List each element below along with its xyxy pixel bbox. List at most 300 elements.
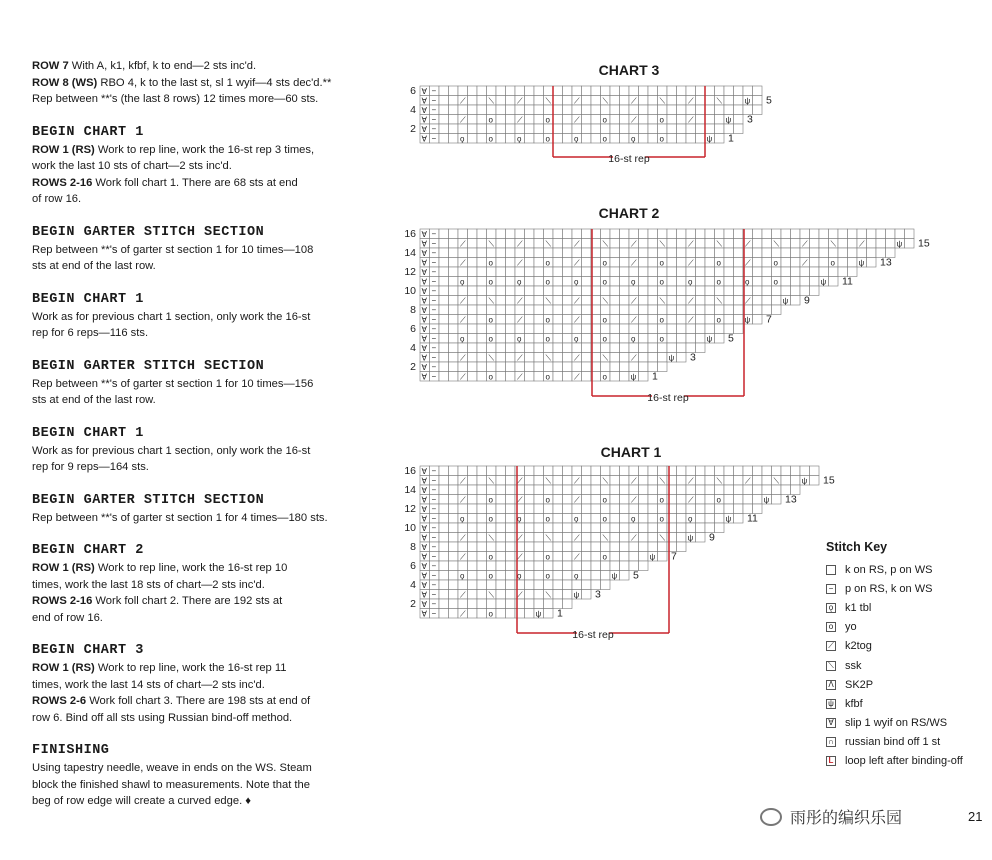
chart-cell — [477, 353, 487, 363]
chart-cell — [525, 590, 535, 600]
chart-cell — [506, 96, 516, 106]
chart-cell — [449, 485, 459, 495]
chart-cell — [553, 267, 563, 277]
stitch-symbol: ⟋ — [688, 96, 694, 106]
chart-cell — [724, 105, 734, 115]
chart-cell — [781, 229, 791, 239]
chart-cell — [610, 296, 620, 306]
chart-cell — [506, 599, 516, 609]
chart-cell — [477, 599, 487, 609]
chart-cell — [601, 286, 611, 296]
chart-cell — [496, 229, 506, 239]
edge-slip-symbol: ∀ — [421, 249, 427, 258]
chart-cell — [639, 324, 649, 334]
chart-cell — [601, 105, 611, 115]
chart-cell — [648, 105, 658, 115]
row-number-left: 2 — [410, 123, 416, 135]
chart-cell — [534, 571, 544, 581]
chart-cell — [553, 343, 563, 353]
chart-cell — [658, 343, 668, 353]
row-number-left: 10 — [404, 285, 416, 297]
chart-cell — [639, 495, 649, 505]
chart-cell — [677, 86, 687, 96]
chart-cell — [515, 267, 525, 277]
edge-purl-symbol: − — [431, 362, 437, 372]
stitch-symbol: ⟋ — [460, 96, 466, 106]
chart-cell — [582, 96, 592, 106]
chart-cell — [838, 239, 848, 249]
chart-cell — [677, 495, 687, 505]
chart-cell — [667, 124, 677, 134]
chart-cell — [477, 334, 487, 344]
chart-cell — [734, 296, 744, 306]
chart-cell — [553, 533, 563, 543]
chart-cell — [734, 258, 744, 268]
chart-cell — [734, 229, 744, 239]
chart-cell — [477, 590, 487, 600]
instruction-line: ROW 7 With A, k1, kfbf, k to end—2 sts inc'd. — [32, 60, 257, 72]
chart-cell — [563, 504, 573, 514]
chart-cell — [705, 96, 715, 106]
chart-cell — [563, 466, 573, 476]
chart-cell — [620, 305, 630, 315]
chart-cell — [753, 286, 763, 296]
chart-cell — [563, 267, 573, 277]
chart-cell — [544, 362, 554, 372]
chart-cell — [715, 229, 725, 239]
chart-cell — [506, 305, 516, 315]
stitch-symbol: ⟋ — [574, 372, 580, 382]
chart-cell — [610, 514, 620, 524]
edge-slip-symbol: ∀ — [421, 306, 427, 315]
chart-cell — [610, 115, 620, 125]
chart-cell — [724, 267, 734, 277]
chart-cell — [696, 286, 706, 296]
chart-cell — [677, 267, 687, 277]
chart-cell — [458, 305, 468, 315]
stitch-symbol: ⟍ — [773, 476, 780, 486]
chart-cell — [658, 552, 668, 562]
chart-cell — [734, 286, 744, 296]
chart-cell — [468, 485, 478, 495]
chart-cell — [696, 533, 706, 543]
chart-cell — [496, 590, 506, 600]
stitch-symbol: ⟋ — [631, 296, 637, 306]
chart-cell — [753, 485, 763, 495]
kfbf-symbol: ψ — [896, 239, 903, 249]
chart-cell — [534, 239, 544, 249]
chart-cell — [705, 485, 715, 495]
chart-cell — [753, 229, 763, 239]
chart-cell — [496, 334, 506, 344]
row-number-left: 8 — [410, 541, 416, 553]
chart-cell — [772, 296, 782, 306]
stitch-key-item — [826, 733, 963, 752]
chart-cell — [753, 267, 763, 277]
chart-cell — [677, 124, 687, 134]
chart-cell — [582, 324, 592, 334]
chart-cell — [867, 248, 877, 258]
chart-cell — [506, 542, 516, 552]
instruction-line: of row 16. — [32, 193, 82, 205]
chart-cell — [458, 561, 468, 571]
chart-cell — [705, 286, 715, 296]
chart-cell — [572, 229, 582, 239]
chart-cell — [525, 277, 535, 287]
chart-cell — [553, 324, 563, 334]
stitch-symbol: ǫ — [688, 514, 693, 524]
row-number-left: 4 — [410, 579, 416, 591]
stitch-key-item — [826, 675, 963, 694]
stitch-symbol: ⟋ — [688, 239, 694, 249]
stitch-symbol: o — [602, 334, 607, 344]
chart-cell — [506, 334, 516, 344]
chart-cell — [525, 561, 535, 571]
chart-cell — [677, 96, 687, 106]
instruction-line: rep for 9 reps—164 sts. — [32, 461, 149, 473]
chart-cell — [696, 277, 706, 287]
edge-slip-symbol: ∀ — [421, 296, 427, 306]
chart-cell — [762, 466, 772, 476]
chart-cell — [724, 258, 734, 268]
chart-cell — [525, 286, 535, 296]
chart-cell — [439, 105, 449, 115]
chart-cell — [582, 353, 592, 363]
chart-cell — [506, 561, 516, 571]
chart-cell — [772, 229, 782, 239]
chart-cell — [477, 305, 487, 315]
chart-cell — [705, 504, 715, 514]
chart-cell — [553, 476, 563, 486]
chart-cell — [468, 115, 478, 125]
instruction-line: end of row 16. — [32, 611, 103, 624]
chart-cell — [563, 571, 573, 581]
chart-cell — [667, 277, 677, 287]
chart-cell — [477, 277, 487, 287]
stitch-symbol: ⟋ — [517, 495, 523, 505]
chart-cell — [487, 286, 497, 296]
chart-cell — [639, 552, 649, 562]
edge-slip-symbol: ∀ — [421, 524, 427, 533]
stitch-symbol: o — [545, 571, 550, 581]
row-number-left: 14 — [404, 484, 416, 496]
chart-cell — [686, 286, 696, 296]
edge-slip-symbol: ∀ — [421, 495, 427, 505]
stitch-symbol: ⟋ — [574, 476, 580, 486]
chart-cell — [506, 115, 516, 125]
chart-cell — [686, 248, 696, 258]
chart-cell — [705, 305, 715, 315]
chart-cell — [563, 353, 573, 363]
chart-cell — [857, 248, 867, 258]
chart-cell — [620, 115, 630, 125]
chart-cell — [753, 476, 763, 486]
chart-cell — [572, 305, 582, 315]
chart-cell — [582, 115, 592, 125]
chart-cell — [449, 315, 459, 325]
chart-cell — [572, 542, 582, 552]
stitch-key-label: loop left after binding-off — [845, 755, 963, 768]
chart-cell — [496, 134, 506, 144]
chart-cell — [639, 267, 649, 277]
edge-purl-symbol: − — [431, 495, 437, 504]
stitch-symbol: ⟋ — [688, 495, 694, 505]
chart-cell — [439, 305, 449, 315]
chart-cell — [487, 343, 497, 353]
stitch-symbol: ⟍ — [716, 296, 723, 306]
chart-cell — [496, 105, 506, 115]
chart-cell — [800, 466, 810, 476]
chart-cell — [610, 305, 620, 315]
stitch-symbol: o — [659, 514, 664, 524]
chart-cell — [439, 258, 449, 268]
chart-cell — [468, 372, 478, 382]
chart-cell — [515, 343, 525, 353]
chart-cell — [696, 124, 706, 134]
chart-cell — [791, 296, 801, 306]
stitch-symbol: o — [488, 277, 493, 287]
chart-cell — [724, 485, 734, 495]
instruction-line: ROW 1 (RS) Work to rep line, work the 16-st rep 11 — [32, 662, 287, 674]
chart-cell — [458, 466, 468, 476]
chart-cell — [496, 362, 506, 372]
chart-cell — [572, 485, 582, 495]
chart-cell — [449, 495, 459, 505]
chart-cell — [620, 552, 630, 562]
edge-purl-symbol: − — [431, 305, 437, 315]
chart-cell — [791, 239, 801, 249]
chart-cell — [753, 258, 763, 268]
stitch-symbol: o — [659, 315, 664, 325]
chart-cell — [696, 229, 706, 239]
chart-cell — [810, 286, 820, 296]
stitch-symbol: ⟋ — [460, 495, 466, 505]
chart-cell — [762, 248, 772, 258]
chart-cell — [477, 134, 487, 144]
chart-cell — [648, 466, 658, 476]
chart-cell — [648, 485, 658, 495]
chart-cell — [658, 362, 668, 372]
chart-cell — [487, 248, 497, 258]
chart-cell — [582, 277, 592, 287]
chart-cell — [458, 86, 468, 96]
chart-cell — [496, 277, 506, 287]
chart-cell — [506, 362, 516, 372]
chart-cell — [658, 105, 668, 115]
chart-cell — [629, 124, 639, 134]
chart-cell — [468, 542, 478, 552]
edge-slip-symbol: ∀ — [421, 581, 427, 590]
chart-cell — [705, 229, 715, 239]
chart-cell — [487, 86, 497, 96]
stitch-symbol: ⟍ — [545, 239, 552, 249]
chart-cell — [667, 86, 677, 96]
edge-slip-symbol: ∀ — [421, 287, 427, 296]
chart-cell — [629, 504, 639, 514]
chart-cell — [724, 476, 734, 486]
chart-cell — [468, 353, 478, 363]
edge-slip-symbol: ∀ — [421, 363, 427, 372]
chart-cell — [553, 248, 563, 258]
chart-cell — [734, 476, 744, 486]
row-number-right: 1 — [557, 607, 563, 620]
chart-cell — [468, 267, 478, 277]
stitch-symbol: ⟍ — [716, 239, 723, 249]
chart-cell — [601, 305, 611, 315]
chart-cell — [667, 296, 677, 306]
stitch-symbol: o — [602, 277, 607, 287]
chart-cell — [800, 267, 810, 277]
chart-cell — [629, 324, 639, 334]
chart-cell — [477, 239, 487, 249]
kfbf-symbol: ψ — [725, 514, 732, 524]
chart-cell — [506, 277, 516, 287]
chart-cell — [553, 115, 563, 125]
stitch-key-label: SK2P — [845, 678, 874, 691]
chart-cell — [487, 561, 497, 571]
chart-cell — [553, 105, 563, 115]
chart-cell — [506, 476, 516, 486]
stitch-symbol: ⟍ — [602, 533, 609, 543]
chart-cell — [439, 229, 449, 239]
chart-cell — [772, 305, 782, 315]
chart-cell — [515, 286, 525, 296]
chart-cell — [449, 599, 459, 609]
chart-cell — [506, 485, 516, 495]
chart-cell — [582, 552, 592, 562]
chart-cell — [648, 229, 658, 239]
chart-cell — [667, 96, 677, 106]
row-number-left: 10 — [404, 522, 416, 534]
chart-cell — [781, 277, 791, 287]
row-number-right: 7 — [766, 313, 772, 326]
chart-cell — [449, 124, 459, 134]
stitch-key-item — [826, 579, 963, 598]
chart-cell — [686, 105, 696, 115]
chart-cell — [667, 134, 677, 144]
chart-cell — [572, 124, 582, 134]
stitch-key — [826, 540, 963, 771]
chart-cell — [525, 315, 535, 325]
row-number-left: 12 — [404, 266, 416, 278]
chart-cell — [791, 466, 801, 476]
chart-cell — [639, 362, 649, 372]
chart-cell — [506, 286, 516, 296]
chart-cell — [525, 466, 535, 476]
chart-cell — [572, 362, 582, 372]
chart-cell — [601, 571, 611, 581]
chart-cell — [468, 590, 478, 600]
chart-cell — [591, 485, 601, 495]
chart-cell — [582, 343, 592, 353]
edge-purl-symbol: − — [431, 542, 437, 552]
chart-cell — [449, 533, 459, 543]
stitch-symbol: ⟋ — [631, 476, 637, 486]
chart-cell — [534, 277, 544, 287]
chart-cell — [867, 229, 877, 239]
stitch-symbol: ⟋ — [517, 533, 523, 543]
instruction-line: times, work the last 14 sts of chart—2 sts inc'd. — [32, 678, 265, 691]
chart-cell — [439, 561, 449, 571]
chart-cell — [439, 476, 449, 486]
chart-cell — [601, 86, 611, 96]
chart-cell — [449, 504, 459, 514]
stitch-symbol: ⟍ — [488, 96, 495, 106]
chart-cell — [696, 115, 706, 125]
chart-cell — [496, 542, 506, 552]
chart-cell — [553, 514, 563, 524]
chart-cell — [591, 495, 601, 505]
stitch-symbol: ǫ — [574, 571, 579, 581]
chart-cell — [544, 229, 554, 239]
chart-cell — [591, 523, 601, 533]
chart-cell — [620, 334, 630, 344]
edge-slip-symbol: ∀ — [421, 486, 427, 495]
chart-cell — [439, 124, 449, 134]
chart-cell — [582, 495, 592, 505]
chart-cell — [506, 353, 516, 363]
stitch-symbol: ⟋ — [802, 239, 808, 249]
stitch-symbol: ⟋ — [688, 296, 694, 306]
edge-purl-symbol: − — [431, 296, 437, 305]
kfbf-symbol: ψ — [801, 476, 808, 486]
chart-cell — [534, 485, 544, 495]
chart-cell — [696, 105, 706, 115]
section-heading: BEGIN CHART 1 — [32, 124, 144, 140]
chart-cell — [506, 239, 516, 249]
stitch-symbol: ⟋ — [460, 296, 466, 306]
chart-cell — [506, 466, 516, 476]
stitch-symbol: ǫ — [688, 277, 693, 287]
chart-cell — [677, 305, 687, 315]
chart-cell — [648, 495, 658, 505]
chart-cell — [677, 542, 687, 552]
chart-cell — [439, 523, 449, 533]
stitch-symbol: ⟋ — [517, 476, 523, 486]
chart-cell — [506, 315, 516, 325]
chart-cell — [648, 239, 658, 249]
chart-cell — [449, 115, 459, 125]
chart-cell — [610, 229, 620, 239]
chart-cell — [876, 239, 886, 249]
edge-slip-symbol: ∀ — [421, 552, 427, 562]
chart-cell — [449, 239, 459, 249]
stitch-symbol: o — [545, 334, 550, 344]
chart-cell — [800, 248, 810, 258]
stitch-symbol: ǫ — [574, 277, 579, 287]
chart-cell — [582, 229, 592, 239]
stitch-symbol: o — [488, 514, 493, 524]
chart-cell — [791, 267, 801, 277]
chart-cell — [762, 476, 772, 486]
chart-cell — [496, 533, 506, 543]
chart-cell — [648, 542, 658, 552]
chart-cell — [553, 305, 563, 315]
chart-cell — [439, 571, 449, 581]
edge-purl-symbol: − — [431, 267, 437, 277]
chart-cell — [639, 134, 649, 144]
stitch-symbol: ⟋ — [688, 115, 694, 125]
edge-slip-symbol: ∀ — [421, 514, 427, 524]
chart-cell — [734, 315, 744, 325]
chart-cell — [838, 248, 848, 258]
chart-cell — [734, 324, 744, 334]
stitch-symbol: o — [716, 315, 721, 325]
chart-cell — [563, 495, 573, 505]
chart-cell — [838, 229, 848, 239]
chart-cell — [667, 248, 677, 258]
chart-cell — [544, 305, 554, 315]
